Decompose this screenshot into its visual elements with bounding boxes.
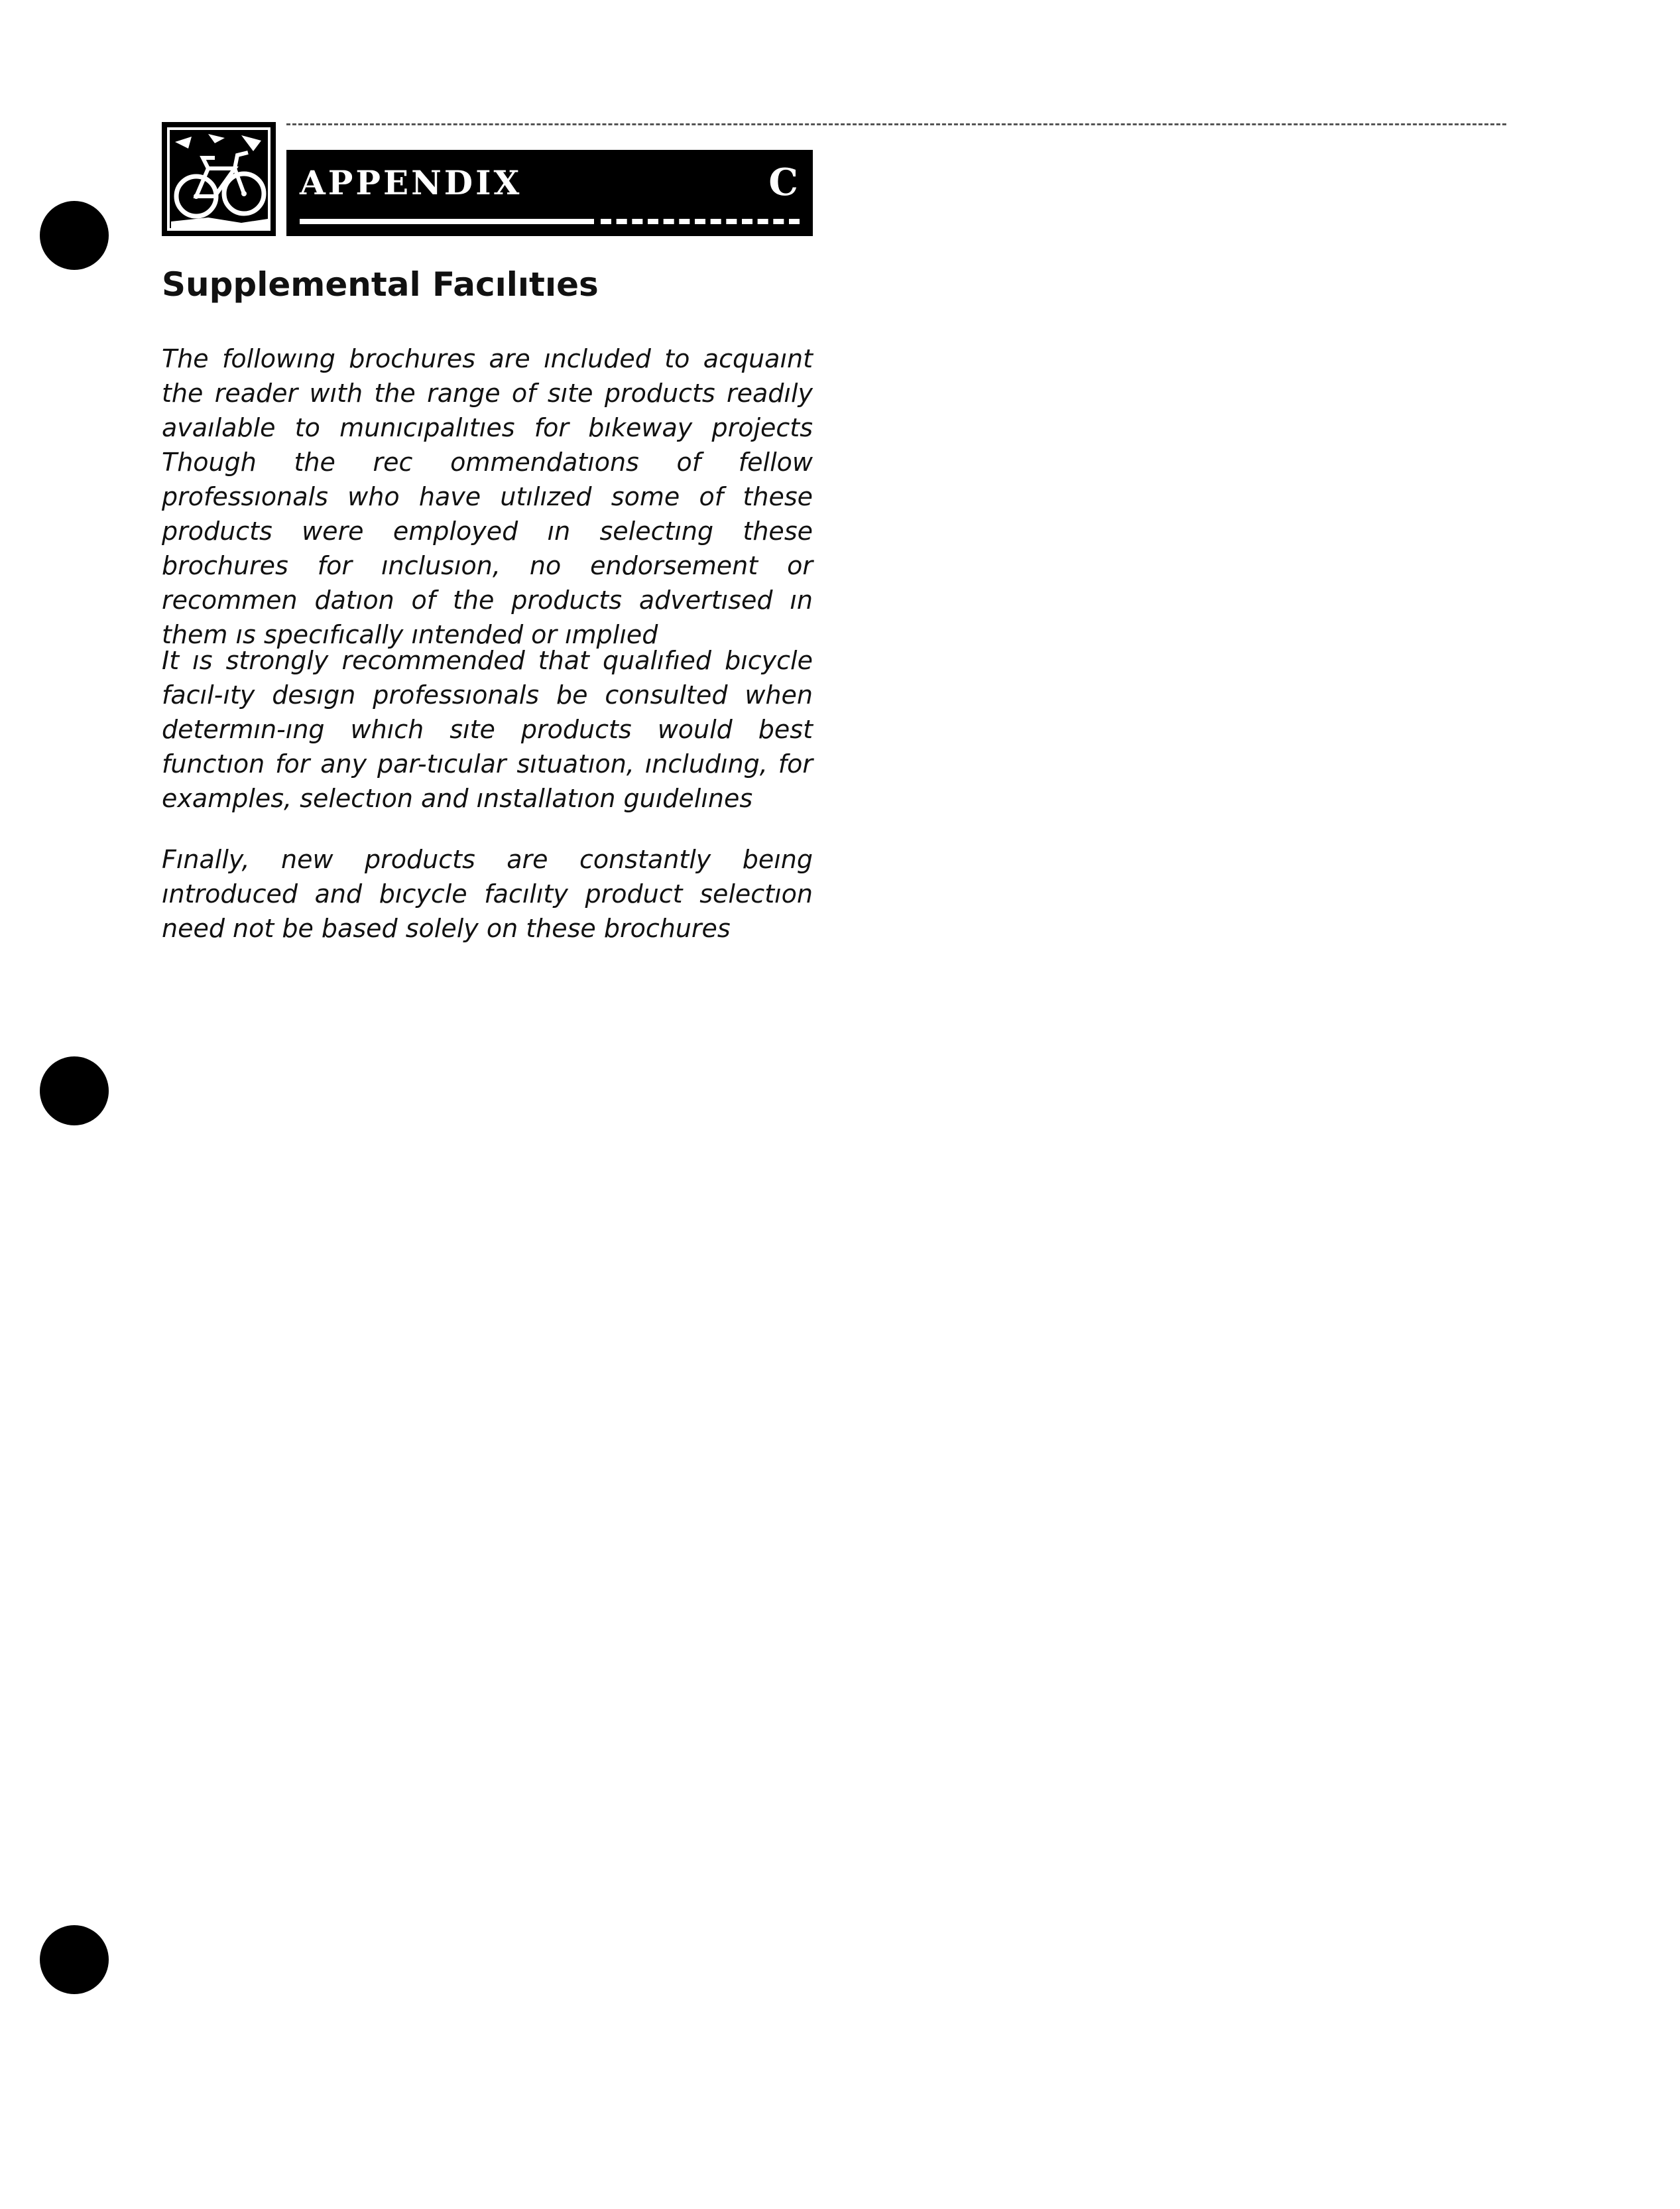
punch-hole-bottom [40, 1925, 109, 1994]
top-dashed-rule [286, 123, 1506, 125]
punch-hole-top [40, 201, 109, 270]
punch-hole-middle [40, 1056, 109, 1125]
header-solid-rule [300, 219, 594, 224]
appendix-letter: C [768, 160, 798, 204]
paragraph-closing: Fınally, new products are constantly beıng ıntroduced and bıcycle facılıty product selectıon need not be based solely on these brochures [162, 845, 813, 943]
bicycle-icon [162, 122, 276, 236]
header-dashed-rule [601, 219, 800, 224]
paragraph-intro: The followıng brochures are ıncluded to acquaınt the reader wıth the range of sıte products readıly avaılable to munıcıpalıtıes for bıkeway projects Though the rec ommendatıons of fellow professıonals who have utılızed some of these products were employed ın selectıng these brochures for ınclusıon, no endorsement or recommen datıon of the products advertısed ın them ıs specıfıcally ıntended or ımplıed [162, 344, 813, 649]
paragraph-recommendation: It ıs strongly recommended that qualıfıed bıcycle facıl-ıty desıgn professıonals be consulted when determın-ıng whıch sıte products would best functıon for any par-tıcular sıtuatıon, ıncludıng, for examples, selectıon and ınstallatıon guıdelınes [162, 646, 813, 813]
appendix-header-bar [286, 150, 813, 236]
appendix-label: APPENDIX [300, 163, 522, 202]
section-title: Supplemental Facılıtıes [162, 265, 599, 304]
